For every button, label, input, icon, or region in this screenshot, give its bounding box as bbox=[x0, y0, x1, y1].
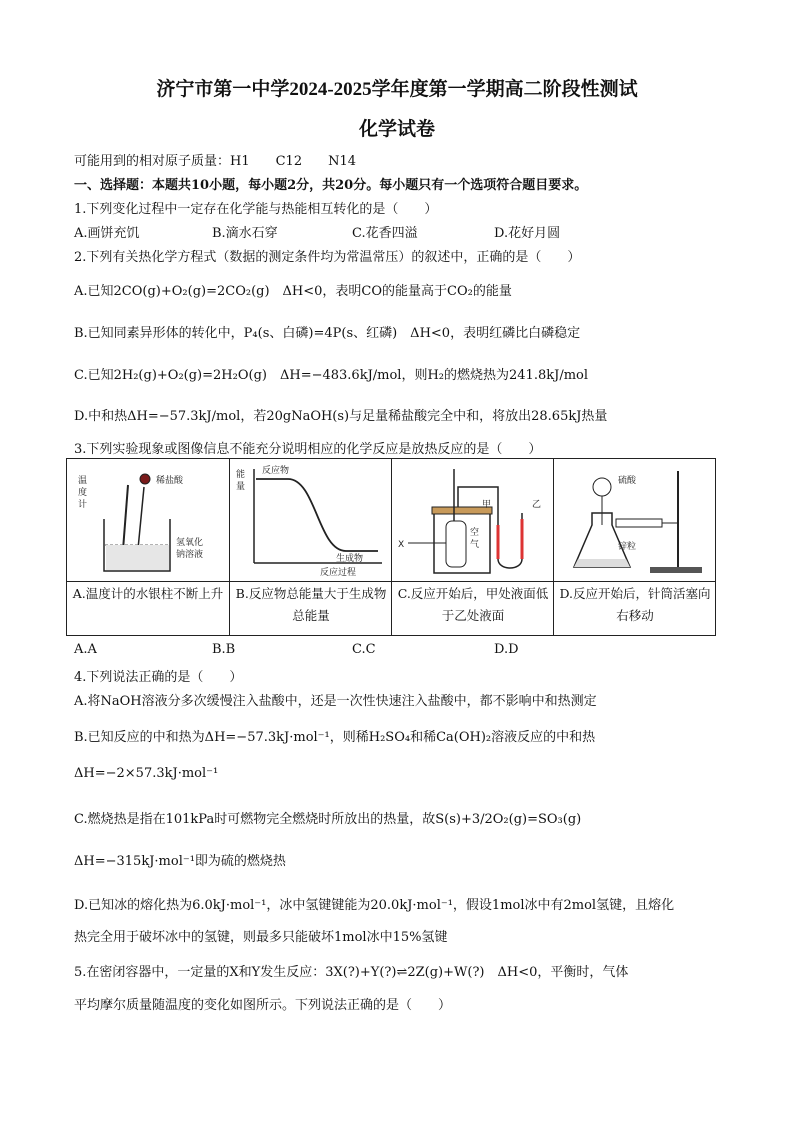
q3-caption-a: A.温度计的水银柱不断上升 bbox=[72, 586, 224, 601]
fig-a-label-naoh-2: 钠溶液 bbox=[176, 550, 204, 560]
q3-option-c: C.C bbox=[352, 642, 376, 657]
fig-b-y-label-2: 量 bbox=[236, 482, 246, 492]
q4-option-c-line2: ΔH=−315kJ·mol⁻¹即为硫的燃烧热 bbox=[74, 854, 286, 869]
fig-a-label-2: 度 bbox=[78, 488, 88, 498]
q3-caption-b: B.反应物总能量大于生成物总能量 bbox=[235, 586, 387, 623]
fig-a-label-3: 计 bbox=[78, 500, 88, 510]
fig-c-jia-label: 甲 bbox=[482, 500, 492, 510]
fig-d-acid-label: 硫酸 bbox=[618, 476, 637, 486]
fig-a-label-acid: 稀盐酸 bbox=[156, 476, 184, 486]
figure-b-energy-diagram bbox=[232, 463, 388, 577]
q5-stem-line2: 平均摩尔质量随温度的变化如图所示。下列说法正确的是（ ） bbox=[74, 998, 452, 1013]
fig-b-x-label: 反应过程 bbox=[320, 568, 357, 577]
fig-c-x-label: X bbox=[398, 540, 405, 550]
q3-stem: 3.下列实验现象或图像信息不能充分说明相应的化学反应是放热反应的是（ ） bbox=[74, 442, 542, 457]
q1-option-b: B.滴水石穿 bbox=[212, 226, 278, 241]
q1-option-c: C.花香四溢 bbox=[352, 226, 418, 241]
fig-a-label-1: 温 bbox=[78, 476, 88, 486]
fig-c-air-label-2: 气 bbox=[470, 540, 480, 550]
q2-option-b: B.已知同素异形体的转化中，P₄(s、白磷)=4P(s、红磷) ΔH<0，表明红磷比白磷稳定 bbox=[74, 326, 581, 341]
fig-d-zinc-label: 锌粒 bbox=[618, 542, 637, 552]
fig-b-y-label-1: 能 bbox=[236, 470, 246, 480]
q4-option-a: A.将NaOH溶液分多次缓慢注入盐酸中，还是一次性快速注入盐酸中，都不影响中和热测定 bbox=[74, 694, 597, 709]
q3-figure-table bbox=[66, 458, 716, 636]
section-heading: 一、选择题：本题共10小题，每小题2分，共20分。每小题只有一个选项符合题目要求。 bbox=[74, 178, 588, 193]
q4-option-b-line2: ΔH=−2×57.3kJ·mol⁻¹ bbox=[74, 766, 219, 781]
figure-d-syringe bbox=[556, 463, 712, 577]
fig-b-product: 生成物 bbox=[336, 554, 364, 564]
q4-option-d-line1: D.已知冰的熔化热为6.0kJ·mol⁻¹，冰中氢键键能为20.0kJ·mol⁻¹，假设1mol冰中有2mol氢键，且熔化 bbox=[74, 898, 675, 913]
q4-option-d-line2: 热完全用于破坏冰中的氢键，则最多只能破坏1mol冰中15%氢键 bbox=[74, 930, 448, 945]
figure-a-beaker bbox=[70, 463, 226, 577]
q2-option-d: D.中和热ΔH=−57.3kJ/mol，若20gNaOH(s)与足量稀盐酸完全中和，将放出28.65kJ热量 bbox=[74, 409, 608, 424]
q4-option-c-line1: C.燃烧热是指在101kPa时可燃物完全燃烧时所放出的热量，故S(s)+3/2O₂(g)=SO₃(g) bbox=[74, 812, 582, 827]
figure-c-u-tube bbox=[394, 463, 550, 577]
fig-c-yi-label: 乙 bbox=[532, 500, 542, 510]
q1-option-a: A.画饼充饥 bbox=[74, 226, 140, 241]
q3-caption-d: D.反应开始后，针筒活塞向右移动 bbox=[559, 586, 711, 623]
exam-title: 济宁市第一中学2024-2025学年度第一学期高二阶段性测试 bbox=[156, 79, 638, 100]
fig-a-label-naoh-1: 氢氧化 bbox=[176, 538, 204, 548]
q2-stem: 2.下列有关热化学方程式（数据的测定条件均为常温常压）的叙述中，正确的是（ ） bbox=[74, 250, 581, 265]
q1-stem: 1.下列变化过程中一定存在化学能与热能相互转化的是（ ） bbox=[74, 202, 438, 217]
q4-option-b-line1: B.已知反应的中和热为ΔH=−57.3kJ·mol⁻¹，则稀H₂SO₄和稀Ca(OH)₂溶液反应的中和热 bbox=[74, 730, 596, 745]
fig-b-reactant: 反应物 bbox=[262, 466, 290, 476]
atomic-mass-note: 可能用到的相对原子质量：H1 C12 N14 bbox=[74, 154, 357, 169]
fig-c-air-label-1: 空 bbox=[470, 528, 480, 538]
q2-option-a: A.已知2CO(g)+O₂(g)=2CO₂(g) ΔH<0，表明CO的能量高于CO₂的能量 bbox=[74, 284, 512, 299]
q3-caption-c: C.反应开始后，甲处液面低于乙处液面 bbox=[397, 586, 549, 623]
exam-subtitle: 化学试卷 bbox=[358, 119, 435, 140]
q2-option-c: C.已知2H₂(g)+O₂(g)=2H₂O(g) ΔH=−483.6kJ/mol，则H₂的燃烧热为241.8kJ/mol bbox=[74, 368, 589, 383]
q1-option-d: D.花好月圆 bbox=[494, 226, 561, 241]
q3-option-d: D.D bbox=[494, 642, 519, 657]
q4-stem: 4.下列说法正确的是（ ） bbox=[74, 670, 243, 685]
q3-option-a: A.A bbox=[74, 642, 97, 657]
q3-option-b: B.B bbox=[212, 642, 236, 657]
q5-stem-line1: 5.在密闭容器中，一定量的X和Y发生反应：3X(?)+Y(?)⇌2Z(g)+W(?) ΔH<0，平衡时，气体 bbox=[74, 965, 629, 980]
